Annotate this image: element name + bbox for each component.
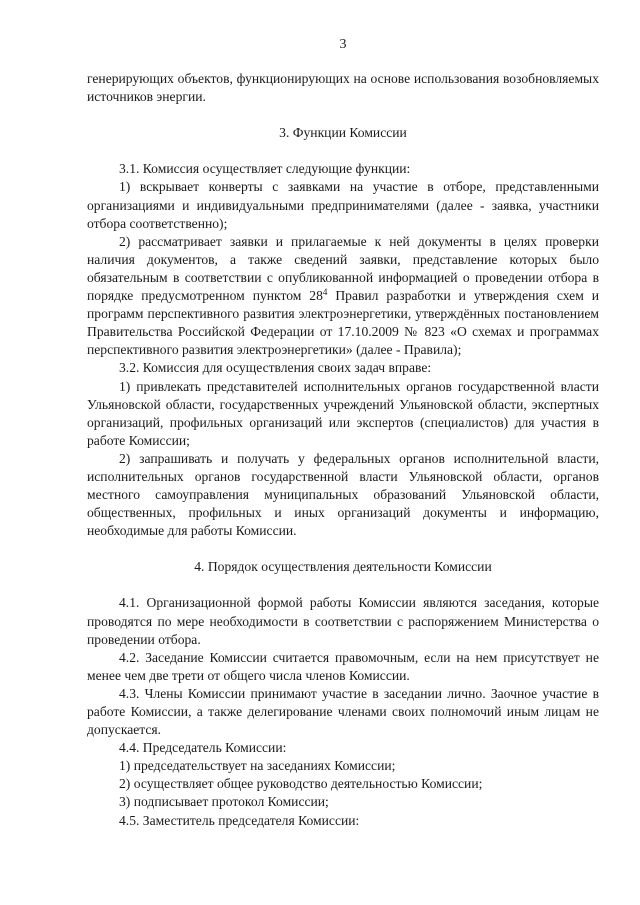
paragraph-3-1: 3.1. Комиссия осуществляет следующие функции: bbox=[119, 161, 411, 177]
paragraph-3-1-item-2-part-a: 2) рассматривает заявки и прилагаемые к ней документы в целях проверки наличия документов, а также сведений заявки, представление которых было обязательным в соответствии с опубликованной информацией о проведении отбора в порядке предусмотренном пунктом 28 bbox=[87, 233, 599, 304]
paragraph-3-1-item-2 bbox=[87, 233, 599, 360]
paragraph-3-1-item-1: 1) вскрывает конверты с заявками на участие в отборе, представленными организациями и индивидуальными предпринимателями (далее - заявка, участники отбора соответственно); bbox=[87, 179, 599, 231]
paragraph-4-4-item-3: 3) подписывает протокол Комиссии; bbox=[119, 794, 329, 810]
paragraph-4-4-item-2: 2) осуществляет общее руководство деятельностью Комиссии; bbox=[119, 776, 483, 792]
section-heading-3: 3. Функции Комиссии bbox=[279, 125, 407, 141]
paragraph-continuation: генерирующих объектов, функционирующих на основе использования возобновляемых источников энергии. bbox=[87, 71, 599, 105]
superscript-4: 4 bbox=[322, 287, 328, 298]
paragraph-4-3: 4.3. Члены Комиссии принимают участие в заседании лично. Заочное участие в работе Комиссии, а также делегирование членами своих полномочий иным лицам не допускается. bbox=[87, 685, 599, 738]
paragraph-3-2: 3.2. Комиссия для осуществления своих задач вправе: bbox=[119, 360, 432, 376]
document-page bbox=[87, 36, 599, 830]
paragraph-3-2-item-2: 2) запрашивать и получать у федеральных органов исполнительной власти, исполнительных органов государственной власти Ульяновской области, органов местного самоуправления муниципальных образований Ульяновской области, общественных, профильных и иных организаций документы и информацию, необходимые для работы Комиссии. bbox=[87, 450, 599, 539]
paragraph-4-2: 4.2. Заседание Комиссии считается правомочным, если на нем присутствует не менее чем две трети от общего числа членов Комиссии. bbox=[87, 649, 599, 683]
page-number: 3 bbox=[339, 37, 347, 52]
section-heading-4: 4. Порядок осуществления деятельности Комиссии bbox=[194, 559, 492, 575]
paragraph-4-5: 4.5. Заместитель председателя Комиссии: bbox=[119, 812, 360, 828]
paragraph-3-1-item-2-part-b: Правил разработки и утверждения схем и программ перспективного развития электроэнергетики, утверждённых постановлением Правительства Российской Федерации от 17.10.2009 № 823 «О схемах и программах перспективного развития электроэнергетики» (далее - Правила); bbox=[87, 288, 600, 358]
paragraph-4-4-item-1: 1) председательствует на заседаниях Комиссии; bbox=[119, 758, 396, 774]
paragraph-4-1: 4.1. Организационной формой работы Комиссии являются заседания, которые проводятся по мере необходимости в соответствии с распоряжением Министерства о проведении отбора. bbox=[87, 595, 599, 647]
paragraph-3-2-item-1: 1) привлекать представителей исполнительных органов государственной власти Ульяновской области, государственных учреждений Ульяновской области, экспертных организаций, профильных организаций или экспертов (специалистов) для участия в работе Комиссии; bbox=[87, 378, 599, 448]
paragraph-4-4: 4.4. Председатель Комиссии: bbox=[119, 740, 287, 756]
